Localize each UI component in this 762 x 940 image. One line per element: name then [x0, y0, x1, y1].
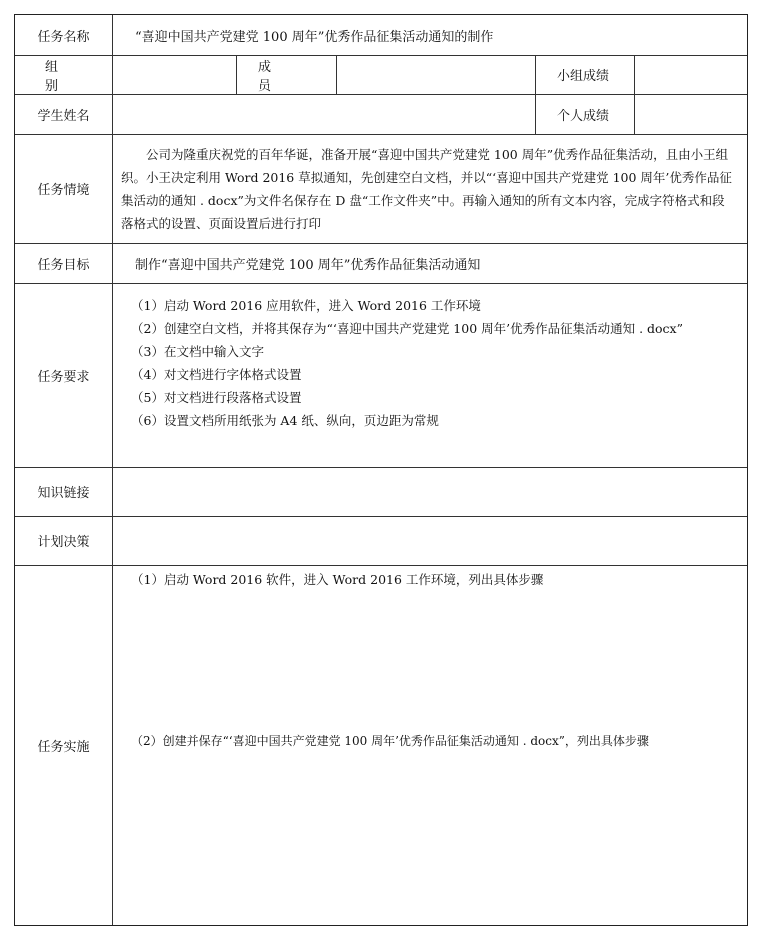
- requirements-list: [113, 294, 747, 432]
- implementation-step-1: [113, 568, 747, 591]
- row-divider: [15, 134, 747, 135]
- task-name-value: “喜迎中国共产党建党 100 周年”优秀作品征集活动通知的制作: [135, 29, 494, 45]
- requirement-item: （6）设置文档所用纸张为 A4 纸、纵向，页边距为常规: [131, 413, 439, 428]
- requirements-label: 任务要求: [37, 369, 90, 385]
- goal-label: 任务目标: [37, 257, 90, 273]
- requirement-item: （3）在文档中输入文字: [131, 344, 264, 359]
- column-divider: [535, 55, 536, 134]
- planning-label: 计划决策: [37, 535, 90, 550]
- group-score-label: 小组成绩: [557, 69, 610, 84]
- scenario-text: [113, 143, 747, 235]
- implementation-step: （1）启动 Word 2016 软件，进入 Word 2016 工作环境，列出具体步骤: [131, 572, 544, 587]
- row-divider: [15, 467, 747, 468]
- implementation-step: （2）创建并保存“‘喜迎中国共产党建党 100 周年’优秀作品征集活动通知 . docx”，列出具体步骤: [131, 734, 649, 748]
- row-divider: [15, 565, 747, 566]
- goal-text: 制作“喜迎中国共产党建党 100 周年”优秀作品征集活动通知: [135, 257, 481, 273]
- personal-score-label: 个人成绩: [557, 108, 610, 124]
- implementation-label: 任务实施: [37, 739, 90, 755]
- task-sheet-table: [14, 14, 748, 926]
- task-name-label: 任务名称: [37, 29, 90, 45]
- implementation-step-2: [113, 730, 747, 753]
- column-divider: [236, 55, 237, 94]
- group-label: 组别: [45, 59, 89, 94]
- student-name-label: 学生姓名: [37, 108, 90, 124]
- requirement-item: （1）启动 Word 2016 应用软件，进入 Word 2016 工作环境: [131, 298, 481, 313]
- row-divider: [15, 94, 747, 95]
- row-divider: [15, 516, 747, 517]
- requirement-item: （2）创建空白文档，并将其保存为“‘喜迎中国共产党建党 100 周年’优秀作品征集活动通知 . docx”: [131, 321, 683, 336]
- knowledge-label: 知识链接: [37, 486, 90, 501]
- scenario-label: 任务情境: [37, 183, 90, 198]
- scenario-paragraph: 公司为隆重庆祝党的百年华诞，准备开展“喜迎中国共产党建党 100 周年”优秀作品征集活动，且由小王组织。小王决定利用 Word 2016 草拟通知，先创建空白文档，并以“‘喜迎中国共产党建党 100 周年’优秀作品征集活动的通知 . docx”为文件名保存在 D 盘“工作文件夹”中。再输入通知的所有文本内容，完成字符格式和段落格式的设置、页面设置后进行打印: [121, 147, 732, 231]
- row-divider: [15, 283, 747, 284]
- requirement-item: （4）对文档进行字体格式设置: [131, 367, 302, 382]
- members-label: 成员: [258, 59, 302, 94]
- row-divider: [15, 55, 747, 56]
- column-divider: [336, 55, 337, 94]
- requirement-item: （5）对文档进行段落格式设置: [131, 390, 302, 405]
- column-divider: [634, 55, 635, 134]
